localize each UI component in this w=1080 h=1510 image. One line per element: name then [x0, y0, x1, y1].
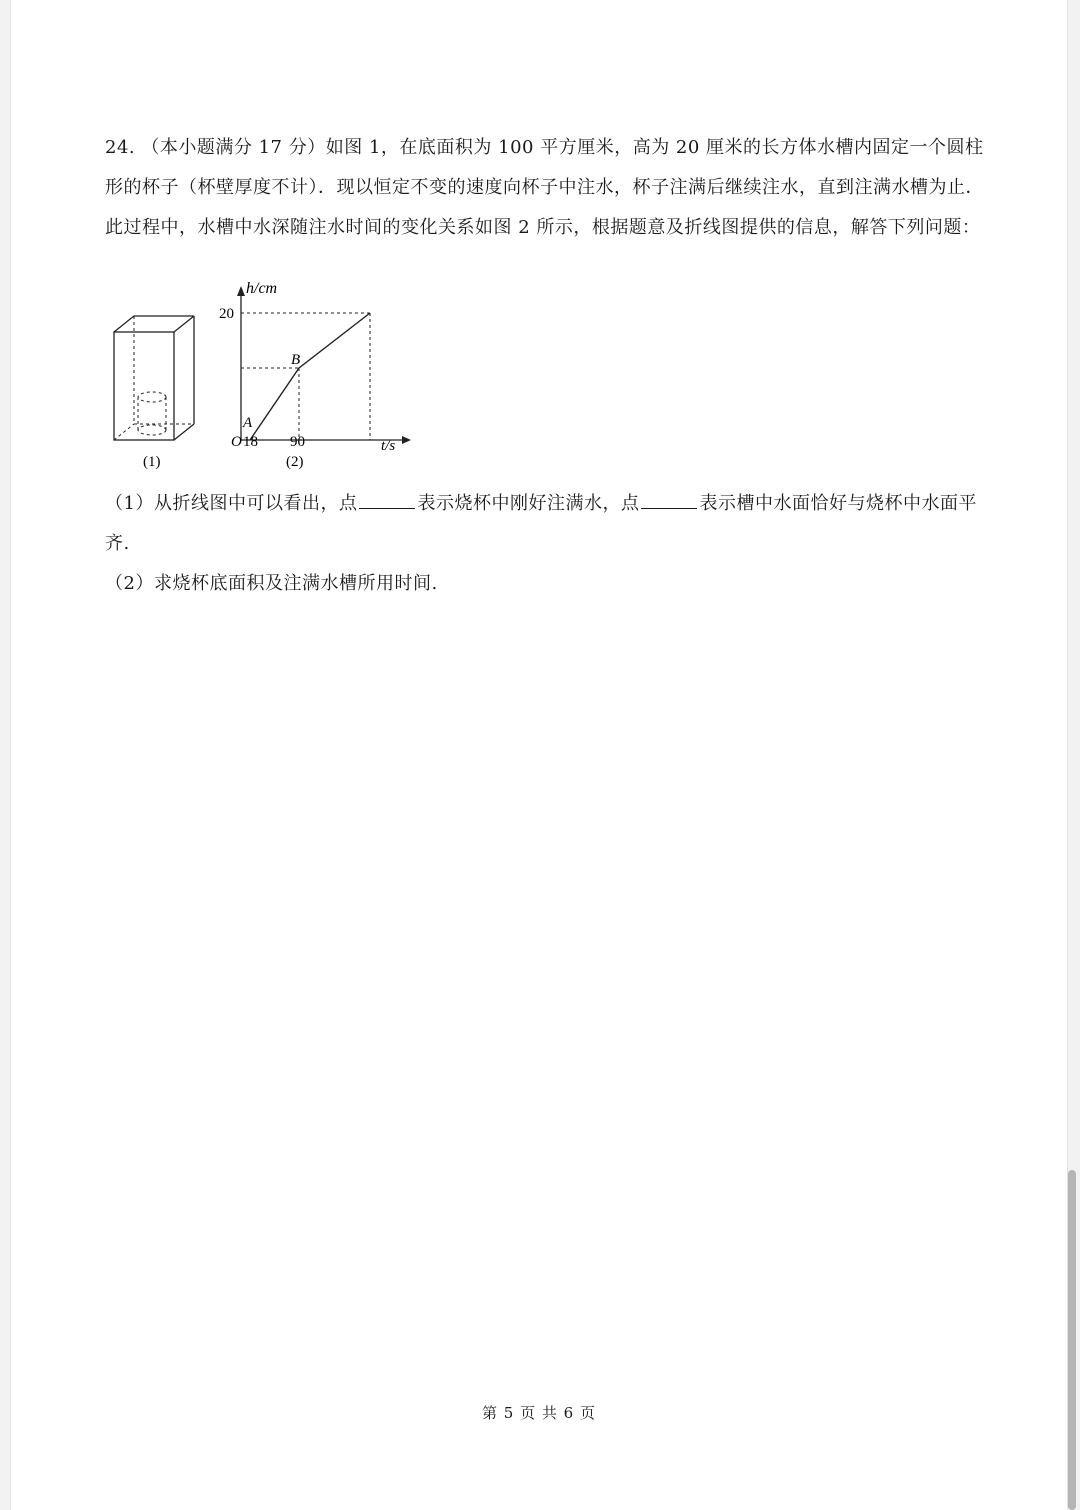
part1-prefix: （1）从折线图中可以看出，点	[105, 493, 358, 514]
origin-label: O	[231, 434, 242, 450]
document-page	[10, 0, 1068, 1510]
tank-edge	[174, 424, 194, 440]
tank-hidden-edge	[114, 424, 134, 440]
part2-text: （2）求烧杯底面积及注满水槽所用时间.	[105, 573, 438, 594]
tank-edge	[114, 316, 134, 332]
figure-2-graph	[219, 280, 411, 470]
point-b-label: B	[291, 352, 301, 368]
x-axis-label: t/s	[381, 438, 396, 454]
tank-edge	[174, 316, 194, 332]
question-figures	[97, 280, 417, 475]
question-24	[105, 128, 995, 248]
sub-question-1	[105, 484, 995, 564]
cup-bottom-ellipse	[138, 425, 166, 435]
y-axis-label: h/cm	[246, 280, 278, 297]
scrollbar-thumb[interactable]	[1068, 1170, 1076, 1510]
figure-2-caption: (2)	[286, 454, 304, 470]
y-axis-arrow	[237, 286, 245, 296]
question-number: 24.	[105, 137, 136, 158]
x-axis-arrow	[402, 436, 411, 444]
cup-top-ellipse	[138, 392, 166, 402]
answer-blank-2[interactable]	[641, 486, 697, 509]
figure-1-caption: (1)	[143, 454, 161, 470]
figure-1-tank	[114, 316, 194, 440]
sub-question-2	[105, 564, 995, 604]
answer-blank-1[interactable]	[359, 486, 415, 509]
page-footer: 第 5 页 共 6 页	[482, 1404, 596, 1422]
x-tick-label-90: 90	[290, 434, 305, 450]
point-a-label: A	[243, 415, 253, 431]
data-polyline	[250, 313, 370, 440]
part1-middle: 表示烧杯中刚好注满水，点	[417, 493, 640, 514]
y-tick-label-20: 20	[219, 306, 234, 322]
question-text: （本小题满分 17 分）如图 1，在底面积为 100 平方厘米，高为 20 厘米的长方体水槽内固定一个圆柱形的杯子（杯壁厚度不计）．现以恒定不变的速度向杯子中注水，杯子注满后继续注水，直到注满水槽为止．此过程中，水槽中水深随注水时间的变化关系如图 2 所示，根据题意及折线图提供的信息，解答下列问题：	[105, 137, 984, 238]
x-tick-label-18: 18	[243, 434, 258, 450]
part1-suffix: 表示槽中水面恰好与烧杯中水面平齐.	[105, 493, 977, 554]
